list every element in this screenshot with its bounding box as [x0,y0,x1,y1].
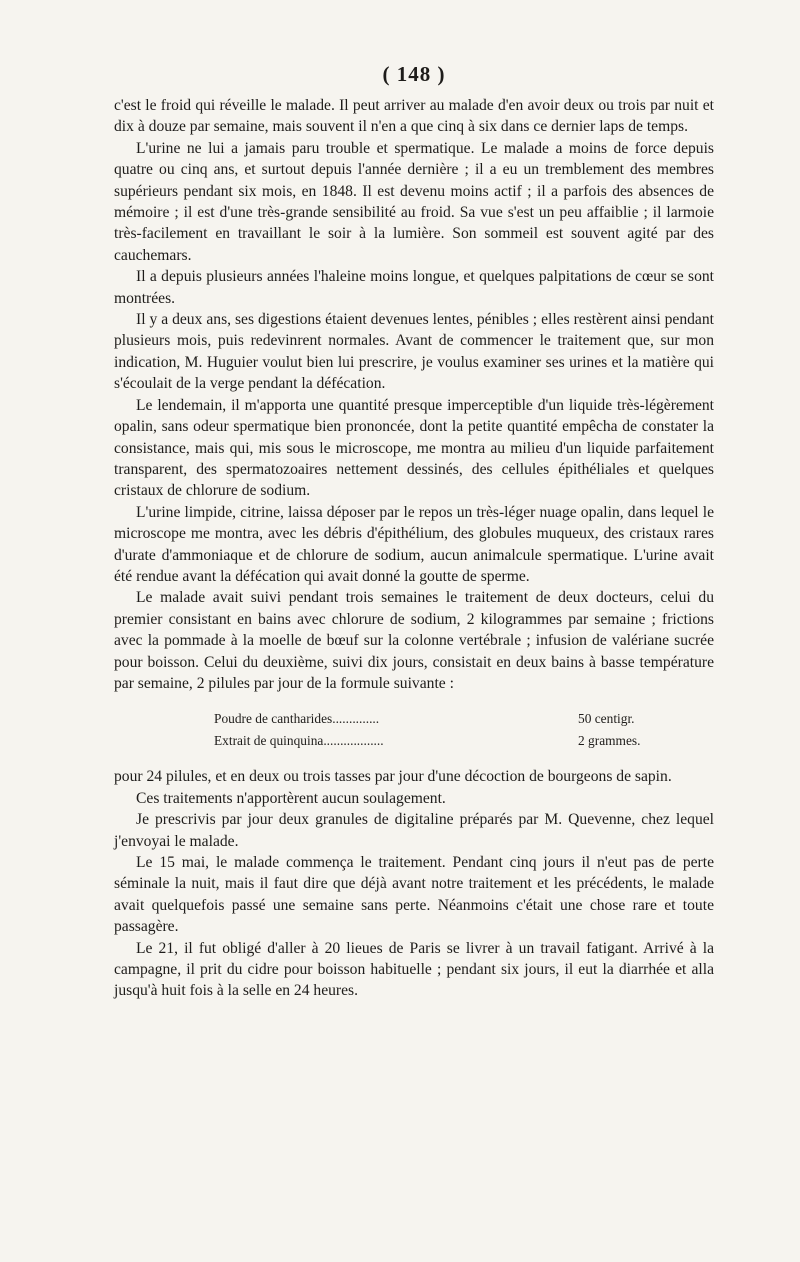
paragraph: Il y a deux ans, ses digestions étaient devenues lentes, pénibles ; elles restèrent ainsi pendant plusieurs mois, puis redevinrent normales. Avant de commencer le traitement que, sur mon indication, M. Huguier voulut bien lui prescrire, je voulus examiner ses urines et la matière qui s'écoulait de la verge pendant la défécation. [114,311,714,393]
recipe-amount: 2 grammes. [578,733,641,749]
page-body [114,95,714,1002]
recipe-ingredient: Poudre de cantharides.............. [214,711,380,727]
paragraph: Le 21, il fut obligé d'aller à 20 lieues de Paris se livrer à un travail fatigant. Arrivé à la campagne, il prit du cidre pour boisson habituelle ; pendant six jours, il eut la diarrhée et alla jusqu'à huit fois à la selle en 24 heures. [114,939,714,1000]
paragraph: Ces traitements n'apportèrent aucun soulagement. [136,789,446,807]
recipe-row [214,730,714,752]
paragraph: L'urine limpide, citrine, laissa déposer par le repos un très-léger nuage opalin, dans lequel le microscope me montra, avec les débris d'épithélium, des globules muqueux, des cristaux rares d'urate d'ammoniaque et de chlorure de sodium, aucun animalcule spermatique. L'urine avait été rendue avant la défécation qui avait donné la goutte de sperme. [114,503,714,585]
paragraph: pour 24 pilules, et en deux ou trois tasses par jour d'une décoction de bourgeons de sapin. [114,768,672,786]
paragraph: Le lendemain, il m'apporta une quantité presque imperceptible d'un liquide très-légèrement opalin, sans odeur spermatique bien prononcée, dont la petite quantité empêcha de constater la consistance, mais qui, mis sous le microscope, me montra au milieu d'un liquide parfaitement transparent, des spermatozoaires nettement dessinés, des cellules épithéliales et quelques cristaux de chlorure de sodium. [114,396,714,500]
paragraph: L'urine ne lui a jamais paru trouble et spermatique. Le malade a moins de force depuis quatre ou cinq ans, et surtout depuis l'année dernière ; il a eu un tremblement des membres supérieurs pendant six mois, en 1848. Il est devenu moins actif ; il a parfois des absences de mémoire ; il est d'une très-grande sensibilité au froid. Sa vue s'est un peu affaiblie ; il larmoie très-facilement en travaillant le soir à la lumière. Son sommeil est souvent agité par des cauchemars. [114,139,714,264]
page-number: ( 148 ) [382,62,446,86]
recipe-ingredient: Extrait de quinquina.................. [214,733,384,749]
paragraph: Il a depuis plusieurs années l'haleine moins longue, et quelques palpitations de cœur se sont montrées. [114,268,714,307]
recipe-formula [114,708,714,752]
paragraph: Le 15 mai, le malade commença le traitement. Pendant cinq jours il n'eut pas de perte séminale la nuit, mais il faut dire que déjà avant notre traitement et les précédents, le malade avait quelquefois passé une semaine sans perte. Néanmoins c'était une chose rare et toute passagère. [114,854,714,936]
recipe-row [214,708,714,730]
recipe-amount: 50 centigr. [578,711,635,727]
paragraph: Le malade avait suivi pendant trois semaines le traitement de deux docteurs, celui du premier consistant en bains avec chlorure de sodium, 2 kilogrammes par semaine ; frictions avec la pommade à la moelle de bœuf sur la colonne vertébrale ; infusion de valériane sucrée pour boisson. Celui du deuxième, suivi dix jours, consistait en deux bains à basse température par semaine, 2 pilules par jour de la formule suivante : [114,589,714,692]
paragraph: Je prescrivis par jour deux granules de digitaline préparés par M. Quevenne, chez lequel j'envoyai le malade. [114,811,714,850]
paragraph: c'est le froid qui réveille le malade. Il peut arriver au malade d'en avoir deux ou trois par nuit et dix à douze par semaine, mais souvent il n'en a que cinq à six dans ce dernier laps de temps. [114,97,714,136]
